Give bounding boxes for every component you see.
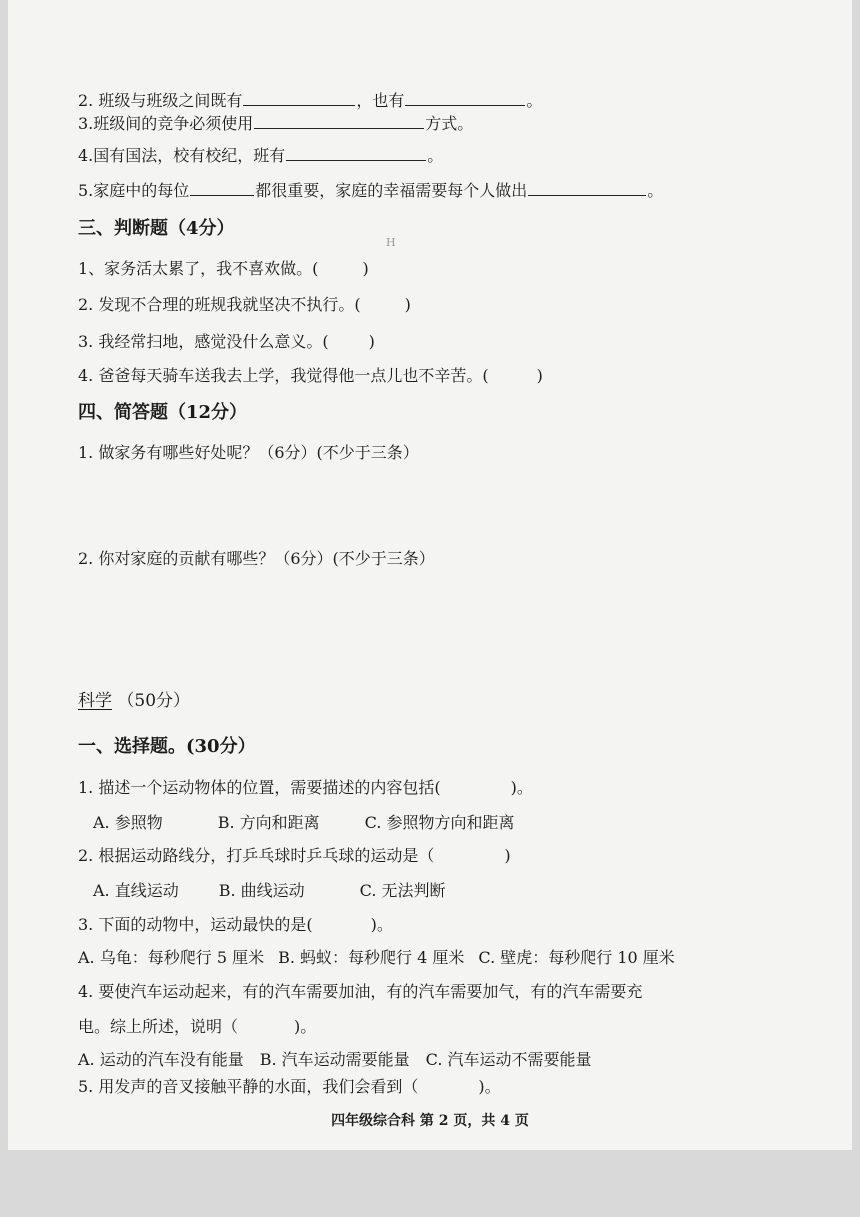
item-text: 。: [526, 91, 543, 110]
answer-blank: [254, 127, 424, 129]
choice-question-stem: [78, 1076, 501, 1098]
question-text: 2. 根据运动路线分，打乒乓球时乒乓球的运动是（: [78, 846, 435, 865]
choice-options: [93, 880, 446, 902]
subject-points: （50分）: [117, 691, 191, 711]
true-false-item: [78, 331, 375, 353]
stray-mark: H: [386, 236, 396, 249]
question-text: 4. 爸爸每天骑车送我去上学，我觉得他一点儿也不辛苦。(: [78, 366, 489, 385]
true-false-item: [78, 258, 369, 280]
choice-options: [78, 947, 675, 969]
item-text: 国有国法，校有校纪，班有: [93, 146, 286, 165]
answer-paren-close: ): [368, 332, 375, 351]
section-title-short-answer: 四、简答题（12分）: [78, 402, 248, 423]
choice-option: A. 参照物: [93, 813, 163, 832]
question-text: 3. 我经常扫地，感觉没什么意义。(: [78, 332, 329, 351]
fill-blank-item-3: [78, 113, 473, 135]
answer-blank: [243, 104, 355, 106]
choice-question-stem: [78, 777, 533, 799]
answer-blank: [190, 194, 254, 196]
answer-paren-close: ): [536, 366, 543, 385]
short-answer-question: 2. 你对家庭的贡献有哪些？（6分）(不少于三条）: [78, 549, 435, 568]
item-text: 。: [427, 146, 444, 165]
choice-option: B. 汽车运动需要能量: [259, 1050, 410, 1069]
choice-option: B. 曲线运动: [218, 881, 305, 900]
answer-paren-close: )。: [510, 778, 533, 797]
answer-paren-close: )。: [478, 1077, 501, 1096]
question-text: 3. 下面的动物中，运动最快的是(: [78, 915, 313, 934]
question-text: 电。综上所述，说明（: [78, 1017, 239, 1036]
item-text: 。: [647, 181, 664, 200]
answer-paren-close: ): [362, 259, 369, 278]
fill-blank-item-2: [78, 90, 542, 112]
answer-paren-close: )。: [370, 915, 393, 934]
choice-option: A. 乌龟：每秒爬行 5 厘米: [78, 948, 265, 967]
item-text: 方式。: [425, 114, 474, 133]
item-text: 班级间的竞争必须使用: [93, 114, 254, 133]
subject-name: 科学: [78, 691, 112, 711]
item-number: 5.: [78, 181, 94, 200]
section-title-multiple-choice: 一、选择题。(30分）: [78, 736, 256, 757]
answer-paren-close: ): [504, 846, 511, 865]
answer-blank: [528, 194, 646, 196]
choice-option: C. 壁虎：每秒爬行 10 厘米: [478, 948, 675, 967]
question-text: 1. 描述一个运动物体的位置，需要描述的内容包括(: [78, 778, 441, 797]
item-number: 4.: [78, 146, 94, 165]
choice-options: [93, 812, 515, 834]
choice-option: C. 参照物方向和距离: [364, 813, 515, 832]
choice-options: [78, 1049, 592, 1071]
item-text: 都很重要，家庭的幸福需要每个人做出: [255, 181, 528, 200]
answer-paren-close: )。: [294, 1017, 317, 1036]
choice-option: C. 无法判断: [359, 881, 446, 900]
choice-question-stem: [78, 914, 393, 936]
item-text: 家庭中的每位: [93, 181, 190, 200]
subject-header: [78, 690, 190, 712]
choice-question-stem: [78, 845, 511, 867]
fill-blank-item-5: [78, 180, 663, 202]
choice-option: A. 运动的汽车没有能量: [78, 1050, 244, 1069]
answer-blank: [286, 159, 426, 161]
choice-question-stem: 4. 要使汽车运动起来，有的汽车需要加油，有的汽车需要加气，有的汽车需要充: [78, 982, 643, 1001]
section-title-true-false: 三、判断题（4分）: [78, 218, 235, 239]
choice-option: C. 汽车运动不需要能量: [425, 1050, 592, 1069]
choice-option: B. 蚂蚁：每秒爬行 4 厘米: [278, 948, 465, 967]
true-false-item: [78, 365, 543, 387]
item-text: ，也有: [356, 91, 405, 110]
choice-question-stem-continued: [78, 1016, 316, 1038]
page-footer: 四年级综合科 第 2 页，共 4 页: [331, 1113, 529, 1129]
answer-blank: [405, 104, 525, 106]
item-number: 2.: [78, 91, 94, 110]
answer-paren-close: ): [404, 295, 411, 314]
exam-page: [8, 0, 852, 1150]
question-text: 5. 用发声的音叉接触平静的水面，我们会看到（: [78, 1077, 419, 1096]
item-number: 3.: [78, 114, 94, 133]
true-false-item: [78, 294, 411, 316]
choice-option: B. 方向和距离: [217, 813, 320, 832]
choice-option: A. 直线运动: [93, 881, 179, 900]
item-text: 班级与班级之间既有: [98, 91, 243, 110]
question-text: 1、家务活太累了，我不喜欢做。(: [78, 259, 319, 278]
question-text: 2. 发现不合理的班规我就坚决不执行。(: [78, 295, 361, 314]
fill-blank-item-4: [78, 145, 443, 167]
short-answer-question: 1. 做家务有哪些好处呢？（6分）(不少于三条）: [78, 443, 419, 462]
